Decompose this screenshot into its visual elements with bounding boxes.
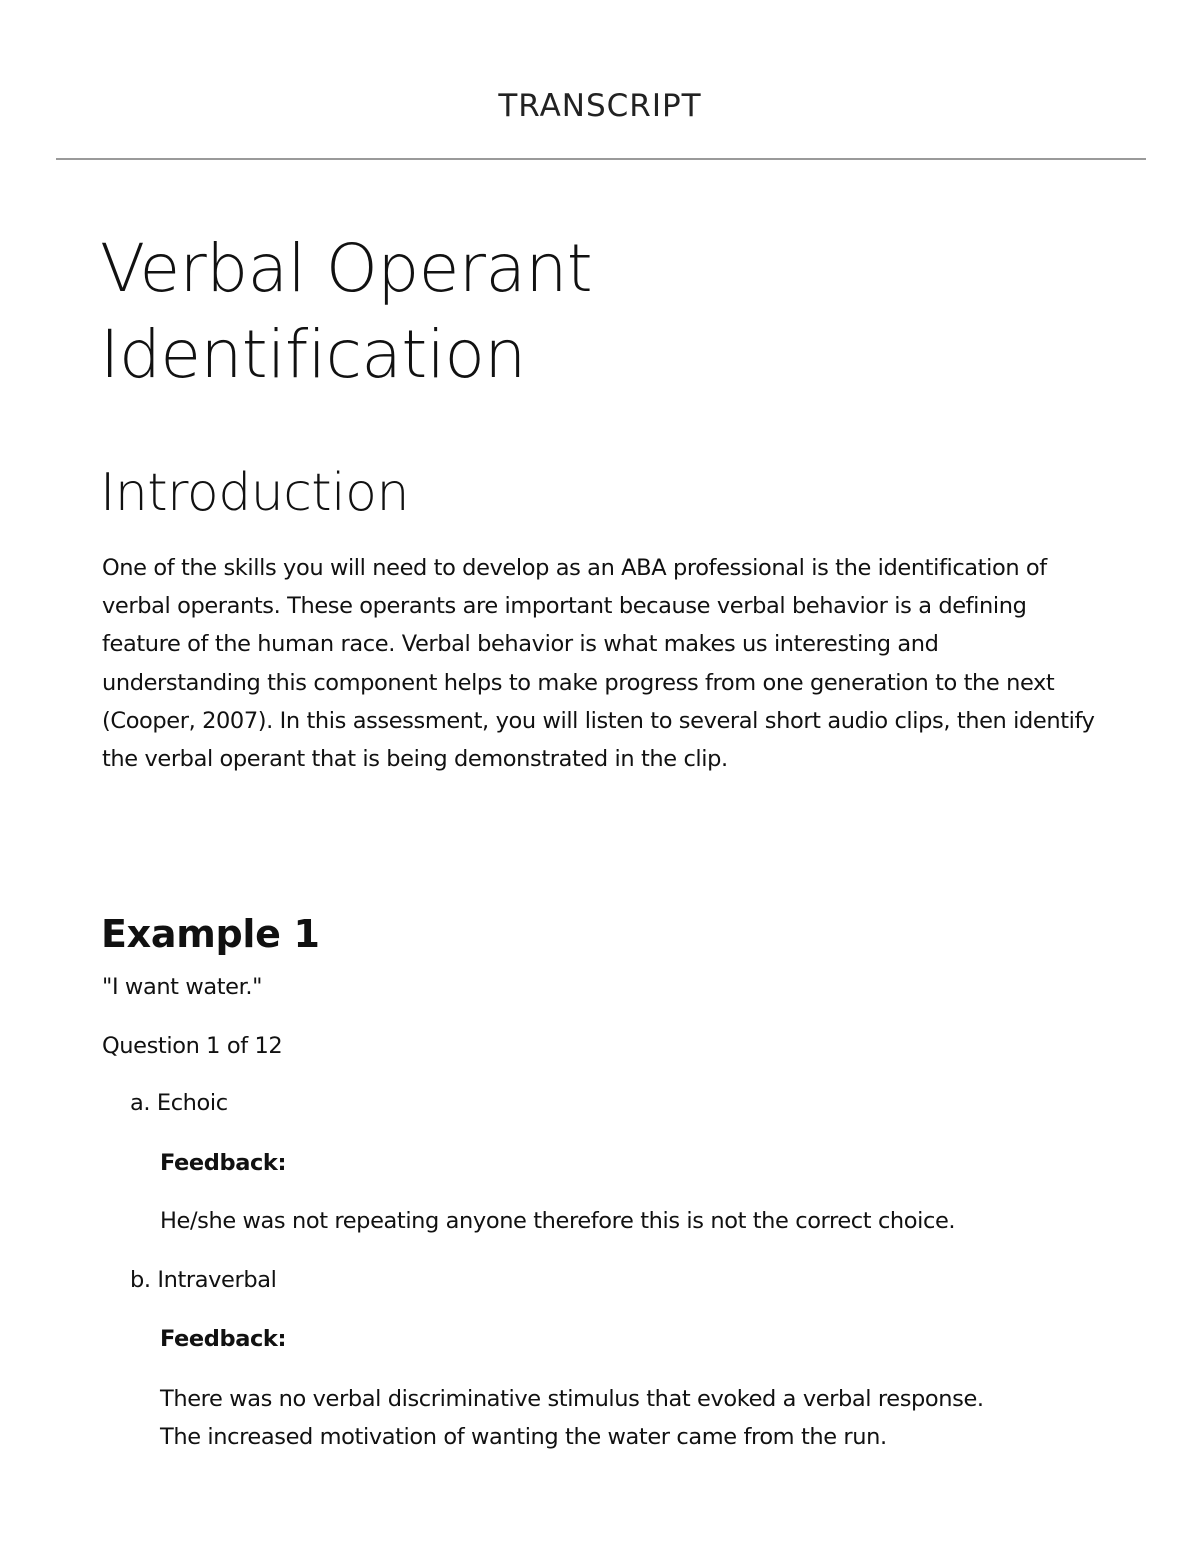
document-title-line-2: Identification <box>100 316 526 393</box>
example-quote: "I want water." <box>102 974 263 1000</box>
option-b-feedback-text <box>160 1380 1110 1456</box>
option-a-feedback-label: Feedback: <box>160 1150 287 1176</box>
option-a: a. Echoic <box>130 1090 228 1116</box>
document-title-line-1: Verbal Operant <box>100 230 593 307</box>
header-divider <box>56 158 1146 160</box>
option-b-feedback-line-1: There was no verbal discriminative stimulus that evoked a verbal response. <box>160 1386 984 1412</box>
option-b-feedback-label: Feedback: <box>160 1326 287 1352</box>
example-heading: Example 1 <box>101 912 320 956</box>
introduction-heading: Introduction <box>100 463 409 523</box>
document-title <box>100 226 1000 398</box>
option-a-feedback-text: He/she was not repeating anyone therefore this is not the correct choice. <box>160 1208 956 1234</box>
option-b-feedback-line-2: The increased motivation of wanting the water came from the run. <box>160 1424 887 1451</box>
transcript-header: TRANSCRIPT <box>498 88 702 124</box>
question-counter: Question 1 of 12 <box>102 1033 283 1059</box>
introduction-paragraph: One of the skills you will need to develop as an ABA professional is the identification of verbal operants. These operants are important because verbal behavior is a defining feature of the human race. Verbal behavior is what makes us interesting and understanding this component helps to make progress from one generation to the next (Cooper, 2007). In this assessment, you will listen to several short audio clips, then identify the verbal operant that is being demonstrated in the clip. <box>102 555 1095 773</box>
option-b: b. Intraverbal <box>130 1267 277 1293</box>
